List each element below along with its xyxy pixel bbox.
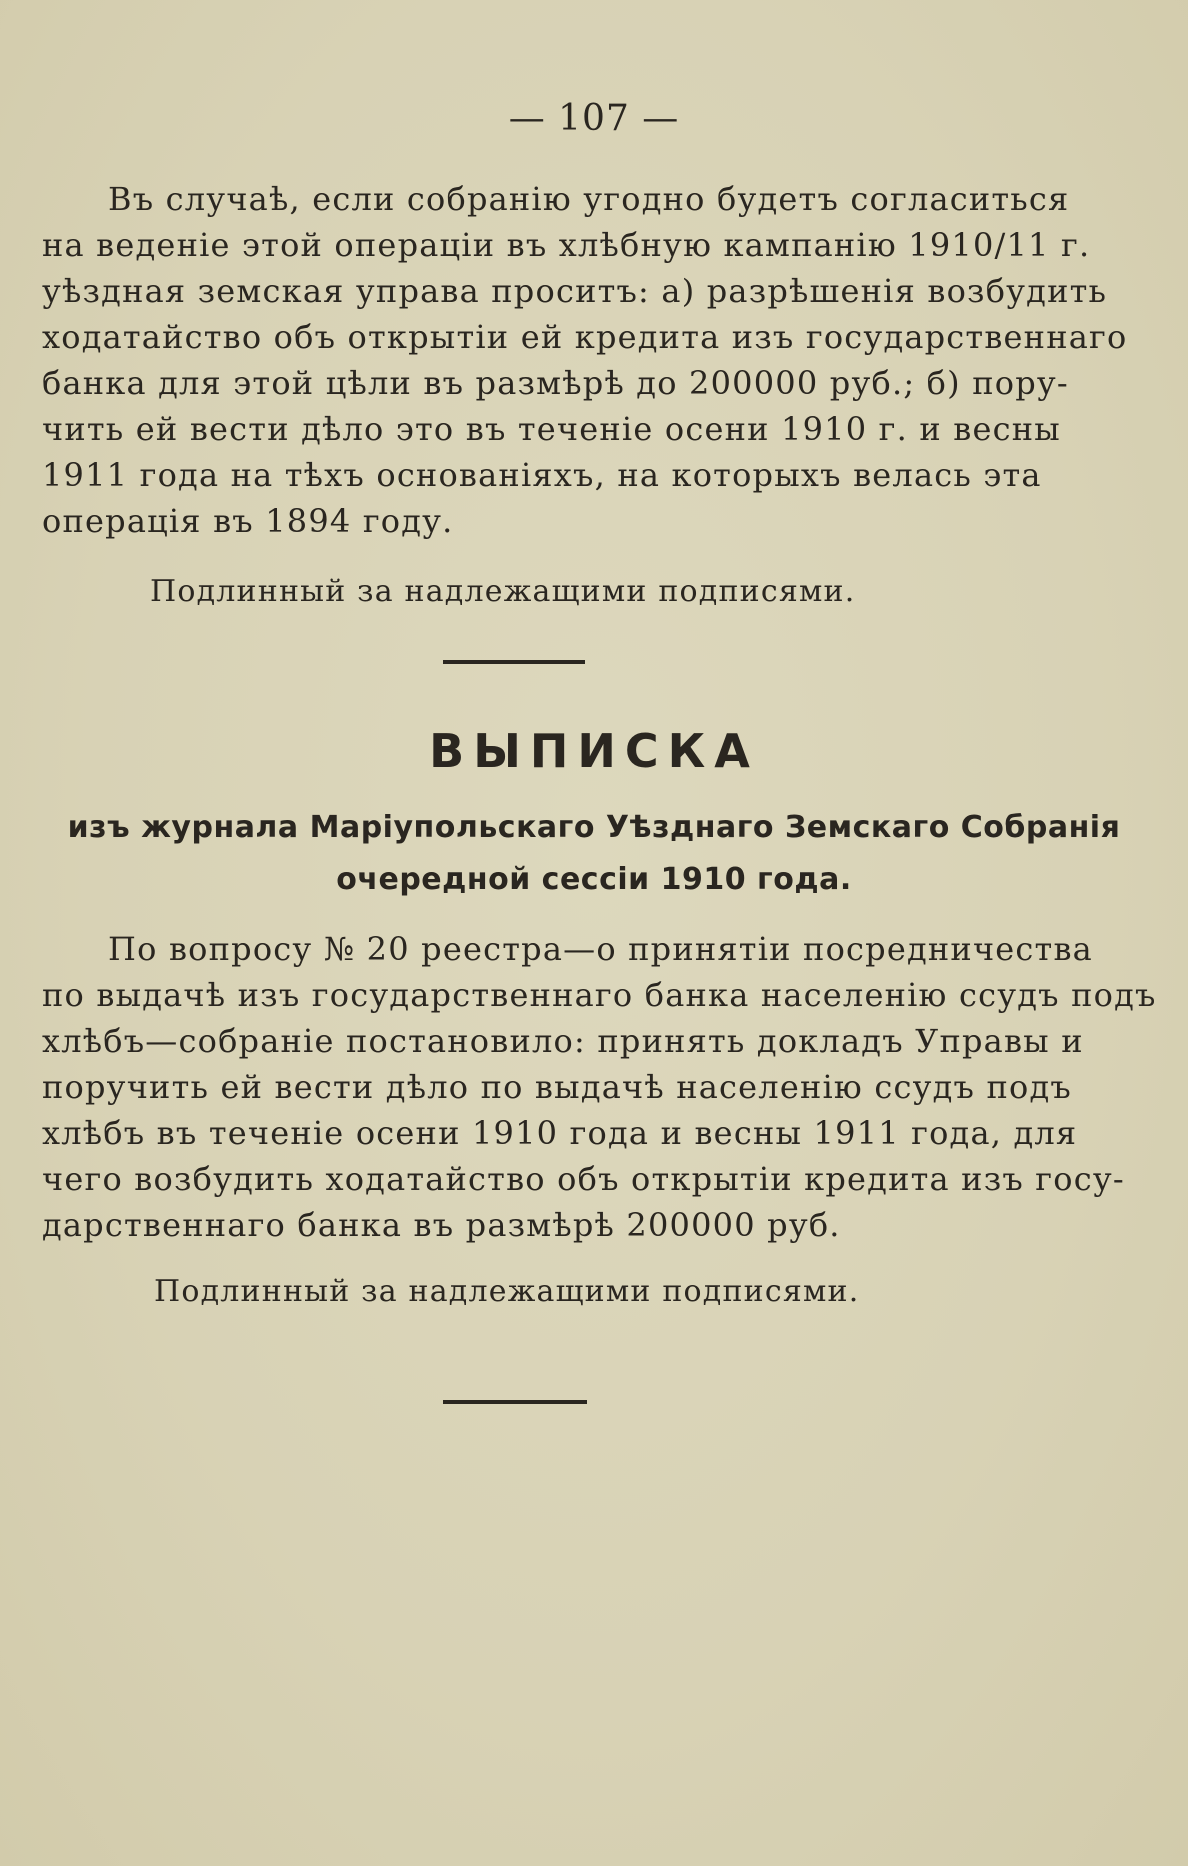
paragraph-line: хлѣбъ въ теченіе осени 1910 года и весны 1911 года, для (42, 1114, 1078, 1152)
second-paragraph (42, 926, 1157, 1248)
subheading-line: изъ журнала Маріупольскаго Уѣзднаго Земскаго Собранія (67, 810, 1121, 845)
signature-note: Подлинный за надлежащими подписями. (154, 1274, 860, 1309)
paragraph-line: банка для этой цѣли въ размѣрѣ до 200000 руб.; б) пору- (42, 364, 1069, 402)
paragraph-line: чить ей вести дѣло это въ теченіе осени 1910 г. и весны (42, 410, 1061, 448)
paragraph-line: чего возбудить ходатайство объ открытіи кредита изъ госу- (42, 1160, 1125, 1198)
paragraph-line: По вопросу № 20 реестра—о принятіи посредничества (108, 930, 1093, 968)
section-heading: ВЫПИСКА (429, 724, 759, 778)
paragraph-line: операція въ 1894 году. (42, 502, 454, 540)
page-number: — 107 — (508, 98, 680, 139)
paragraph-line: Въ случаѣ, если собранію угодно будетъ согласиться (108, 180, 1070, 218)
signature-note: Подлинный за надлежащими подписями. (150, 574, 856, 609)
paragraph-line: ходатайство объ открытіи ей кредита изъ государственнаго (42, 318, 1128, 356)
paragraph-line: дарственнаго банка въ размѣрѣ 200000 руб. (42, 1206, 841, 1244)
subheading-line: очередной сессіи 1910 года. (336, 862, 852, 897)
paragraph-line: по выдачѣ изъ государственнаго банка населенію ссудъ подъ (42, 976, 1157, 1014)
paragraph-line: поручить ей вести дѣло по выдачѣ населенію ссудъ подъ (42, 1068, 1072, 1106)
first-paragraph (42, 176, 1128, 544)
paragraph-line: хлѣбъ—собраніе постановило: принять докладъ Управы и (42, 1022, 1084, 1060)
paragraph-line: 1911 года на тѣхъ основаніяхъ, на которыхъ велась эта (42, 456, 1042, 494)
section-divider (443, 1400, 587, 1404)
section-divider (443, 660, 585, 664)
paragraph-line: уѣздная земская управа проситъ: а) разрѣшенія возбудить (42, 272, 1108, 310)
paragraph-line: на веденіе этой операціи въ хлѣбную кампанію 1910/11 г. (42, 226, 1091, 264)
section-subheading (0, 802, 1188, 906)
